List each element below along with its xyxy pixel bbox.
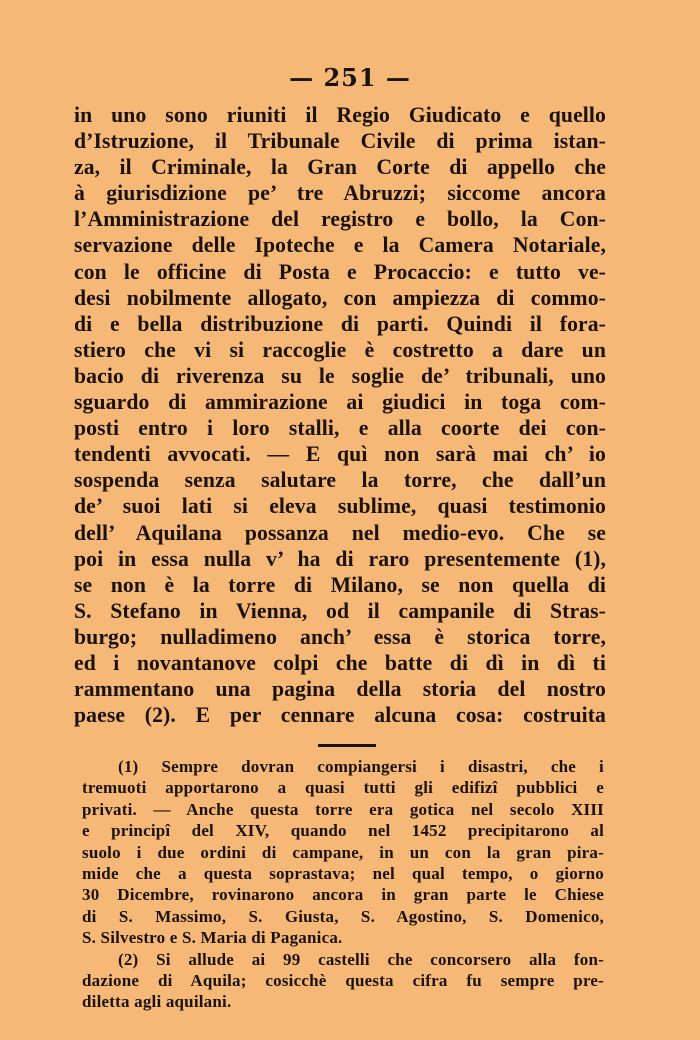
text-line: sospenda senza salutare la torre, che dall’un [74, 468, 606, 493]
footnote-line: di S. Massimo, S. Giusta, S. Agostino, S. Domenico, [82, 906, 604, 926]
text-line: à giurisdizione pe’ tre Abruzzi; siccome ancora [74, 181, 606, 206]
text-line: de’ suoi lati si eleva sublime, quasi testimonio [74, 494, 606, 519]
text-line: desi nobilmente allogato, con ampiezza di commo- [74, 285, 606, 310]
text-line: posti entro i loro stalli, e alla coorte dei con- [74, 416, 606, 441]
text-line: stiero che vi si raccoglie è costretto a dare un [74, 337, 606, 362]
footnote-line: suolo i due ordini di campane, in un con la gran pira- [82, 842, 604, 862]
main-text-block [74, 102, 606, 728]
text-line: d’Istruzione, il Tribunale Civile di prima istan- [74, 129, 606, 154]
footnote-line: (1) Sempre dovran compiangersi i disastri, che i [118, 757, 604, 776]
footnote-line: tremuoti apportarono a quasi tutti gli edifizî pubblici e [82, 778, 604, 798]
text-line: se non è la torre di Milano, se non quella di [74, 572, 606, 597]
footnote-line: e principî del XIV, quando nel 1452 precipitarono al [82, 821, 604, 841]
text-line: l’Amministrazione del registro e bollo, la Con- [74, 207, 606, 232]
footnote-line: S. Silvestro e S. Maria di Paganica. [82, 928, 343, 948]
text-line: in uno sono riuniti il Regio Giudicato e quello [74, 103, 606, 127]
footnote-line: privati. — Anche questa torre era gotica nel secolo XIII [82, 799, 604, 819]
text-line: sguardo di ammirazione ai giudici in toga com- [74, 390, 606, 415]
footnote-line: mide che a questa soprastava; nel qual tempo, o giorno [82, 864, 604, 884]
text-line: con le officine di Posta e Procaccio: e tutto ve- [74, 259, 606, 284]
footnote-line: 30 Dicembre, rovinarono ancora in gran parte le Chiese [82, 885, 604, 905]
text-line: bacio di riverenza su le soglie de’ tribunali, uno [74, 363, 606, 388]
footnotes-block [82, 756, 604, 1013]
text-line: di e bella distribuzione di parti. Quindi il fora- [74, 311, 606, 336]
footnote-line: diletta agli aquilani. [82, 992, 232, 1012]
text-line: poi in essa nulla v’ ha di raro presentemente (1), [74, 546, 606, 571]
text-line: dell’ Aquilana possanza nel medio-evo. Che se [74, 520, 606, 545]
text-line: servazione delle Ipoteche e la Camera Notariale, [74, 233, 606, 258]
text-line: za, il Criminale, la Gran Corte di appello che [74, 155, 606, 180]
text-line: rammentano una pagina della storia del nostro [74, 677, 606, 702]
text-line: paese (2). E per cennare alcuna cosa: costruita [74, 703, 606, 728]
text-line: S. Stefano in Vienna, od il campanile di Stras- [74, 598, 606, 623]
footnote-line: dazione di Aquila; cosicchè questa cifra fu sempre pre- [82, 971, 604, 991]
page-number: — 251 — [289, 63, 411, 92]
footnote-line: (2) Si allude ai 99 castelli che concorsero alla fon- [118, 949, 604, 969]
text-line: burgo; nulladimeno anch’ essa è storica torre, [74, 624, 606, 649]
text-line: ed i novantanove colpi che batte di dì in dì ti [74, 650, 606, 675]
text-line: tendenti avvocati. — E quì non sarà mai ch’ io [74, 442, 606, 467]
footnote-divider [318, 744, 376, 747]
